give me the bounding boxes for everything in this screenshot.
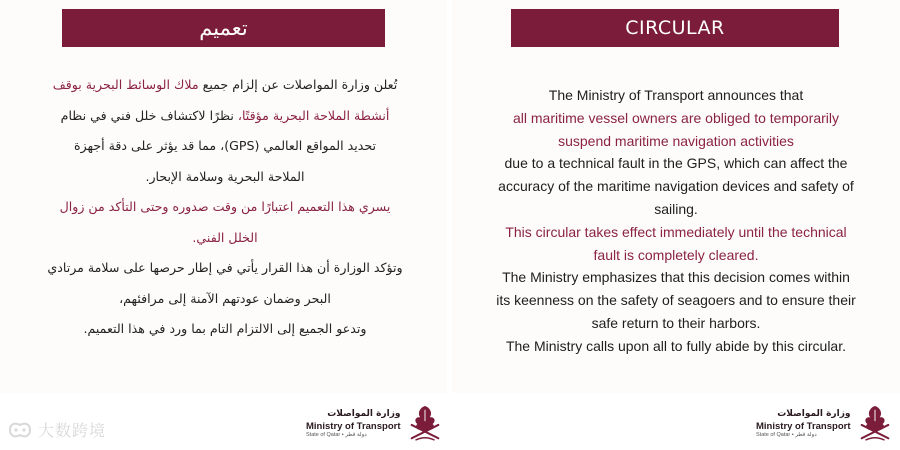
watermark-logo-icon	[6, 419, 34, 441]
ministry-logo-left	[306, 403, 444, 445]
watermark-text: 大数跨境	[38, 421, 107, 440]
english-line-7: This circular takes effect immediately until the technical	[505, 223, 847, 240]
arabic-line-1-maroon: ملاك الوسائط البحرية بوقف	[52, 77, 199, 92]
arabic-line-9: وتدعو الجميع إلى الالتزام التام بما ورد في هذا التعميم.	[83, 321, 367, 336]
ministry-logo-text	[306, 410, 400, 439]
english-line-1: The Ministry of Transport announces that	[548, 87, 804, 103]
arabic-line-7: وتؤكد الوزارة أن هذا القرار يأتي في إطار حرصها على سلامة مرتادي	[47, 260, 403, 275]
state-name: State of Qatar • دولة قطر	[306, 432, 367, 438]
english-line-3: suspend maritime navigation activities	[558, 132, 794, 149]
english-line-12: The Ministry calls upon all to fully abide by this circular.	[505, 337, 847, 354]
qatar-emblem-icon	[406, 404, 444, 444]
english-title-bar	[511, 9, 839, 47]
arabic-line-2-maroon: أنشطة الملاحة البحرية مؤقتًا،	[237, 107, 390, 123]
watermark	[6, 418, 106, 441]
arabic-title: تعميم	[199, 16, 248, 40]
arabic-line-1-black: تُعلن وزارة المواصلات عن إلزام جميع	[202, 77, 398, 92]
qatar-emblem-icon	[856, 404, 894, 444]
english-line-4: due to a technical fault in the GPS, which can affect the	[504, 155, 848, 172]
english-line-6: sailing.	[654, 200, 698, 217]
arabic-line-2	[30, 101, 420, 132]
english-circular-text	[470, 84, 882, 358]
arabic-line-5: يسري هذا التعميم اعتبارًا من وقت صدوره وحتى التأكد من زوال	[59, 199, 391, 214]
english-line-9: The Ministry emphasizes that this decision comes within	[502, 269, 850, 286]
ministry-logo-right	[756, 403, 894, 445]
state-name: State of Qatar • دولة قطر	[756, 432, 817, 438]
english-line-8: fault is completely cleared.	[593, 246, 759, 263]
ministry-arabic-name: وزارة المواصلات	[777, 408, 851, 419]
english-line-11: safe return to their harbors.	[591, 314, 761, 331]
arabic-line-6: الخلل الفني.	[192, 229, 258, 245]
arabic-line-1	[30, 70, 420, 101]
arabic-line-3: تحديد المواقع العالمي (GPS)، مما قد يؤثر على دقة أجهزة	[73, 138, 376, 153]
ministry-english-name: Ministry of Transport	[756, 420, 851, 432]
arabic-line-4: الملاحة البحرية وسلامة الإبحار.	[145, 168, 305, 184]
ministry-arabic-name: وزارة المواصلات	[327, 408, 401, 419]
english-title: CIRCULAR	[625, 17, 725, 39]
ministry-english-name: Ministry of Transport	[306, 420, 401, 432]
arabic-line-2-black: نظرًا لاكتشاف خلل فني في نظام	[60, 107, 234, 123]
arabic-circular-text	[30, 70, 420, 345]
english-line-5: accuracy of the maritime navigation devices and safety of	[498, 178, 854, 195]
arabic-line-8: البحر وضمان عودتهم الآمنة إلى مرافئهم،	[119, 290, 331, 306]
arabic-title-bar	[62, 9, 385, 47]
english-line-2: all maritime vessel owners are obliged to temporarily	[512, 109, 840, 126]
ministry-logo-text	[756, 410, 850, 439]
english-line-10: its keenness on the safety of seagoers and to ensure their	[496, 292, 856, 309]
